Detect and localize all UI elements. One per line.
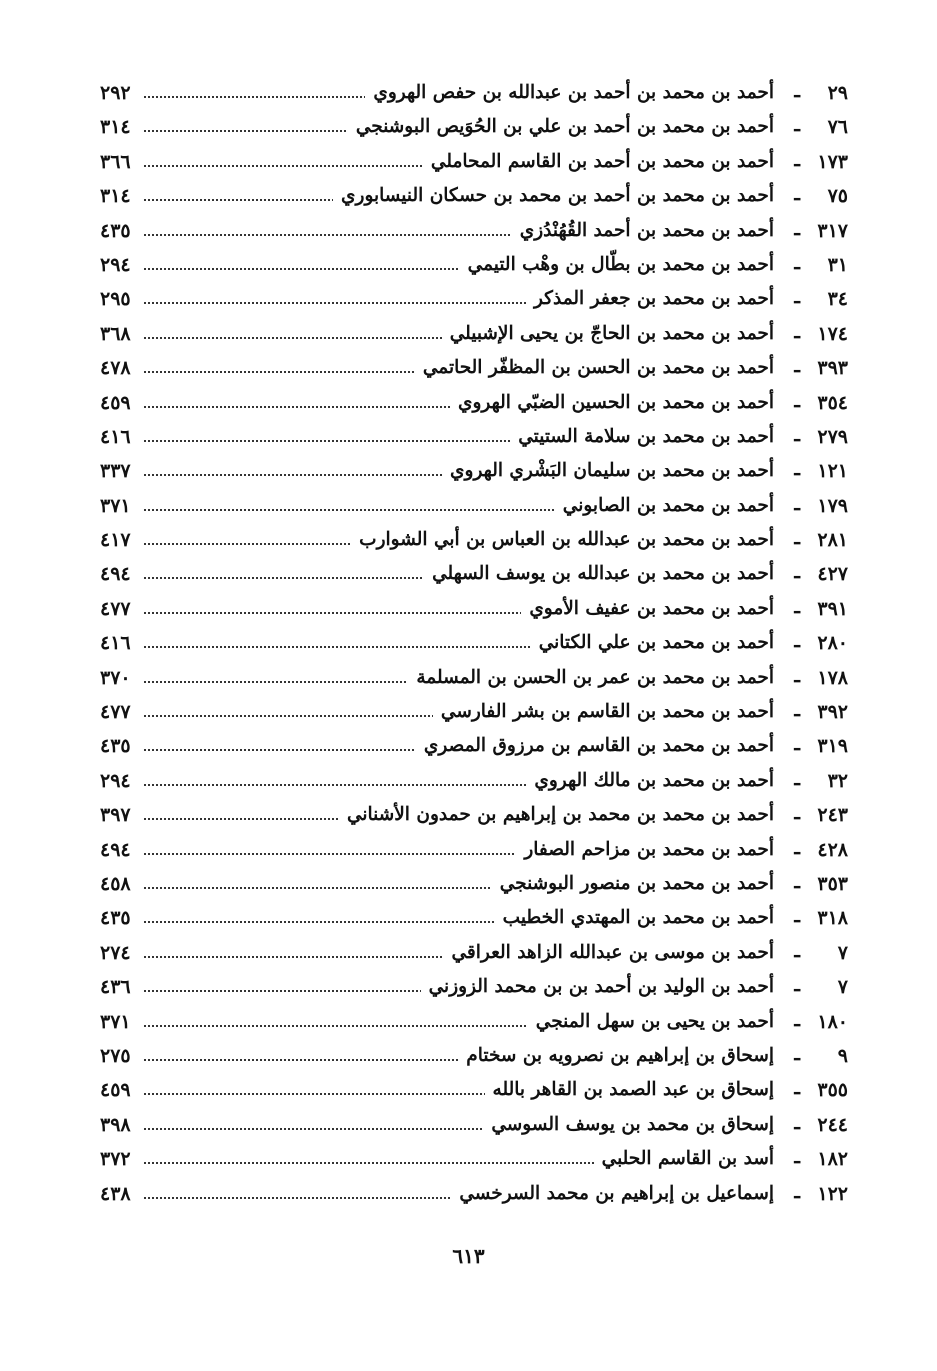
entry-dash: ـ <box>794 870 800 893</box>
index-entry <box>100 938 870 972</box>
entry-number: ١٢١ <box>817 460 848 483</box>
entry-name: أحمد بن محمد بن مالك الهروي <box>526 770 774 791</box>
index-entry <box>100 1179 870 1213</box>
entry-number: ٧٦ <box>827 116 848 139</box>
index-entry <box>100 112 870 146</box>
index-entry <box>100 1007 870 1041</box>
entry-name: إسحاق بن إبراهيم بن نصرويه بن سختام <box>458 1045 774 1066</box>
entry-name: أحمد بن محمد بن سلامة الستيتي <box>510 426 774 447</box>
entry-page-ref: ٤١٦ <box>100 425 131 448</box>
entry-name: أسد بن القاسم الحلبي <box>594 1148 774 1169</box>
entry-page-ref: ٢٩٤ <box>100 769 131 792</box>
index-entry <box>100 1041 870 1075</box>
entry-page-ref: ٣٩٨ <box>100 1113 131 1136</box>
entry-number: ٢٨٠ <box>817 632 848 655</box>
entry-name: أحمد بن الوليد بن أحمد بن بن محمد الزوزني <box>421 976 774 997</box>
entry-number: ٣٩٢ <box>817 701 848 724</box>
index-entry <box>100 731 870 765</box>
entry-number: ١٨٢ <box>817 1148 848 1171</box>
entry-number: ٣٩٣ <box>817 357 848 380</box>
entry-number: ٢٩ <box>827 82 848 104</box>
entry-name: أحمد بن محمد بن عفيف الأموي <box>521 598 774 619</box>
entry-name: أحمد بن محمد بن الحاجّ بن يحيى الإشبيلي <box>442 323 774 344</box>
entry-number: ٣١٩ <box>817 735 848 758</box>
entry-dash: ـ <box>794 320 800 343</box>
entry-name: أحمد بن محمد بن المهتدي الخطيب <box>495 907 774 928</box>
entry-number: ٣٢ <box>827 769 848 792</box>
index-entry <box>100 422 870 456</box>
index-entry <box>100 1075 870 1109</box>
index-entry <box>100 903 870 937</box>
entry-page-ref: ٤٩٤ <box>100 563 131 586</box>
entry-name: أحمد بن محمد بن أحمد بن عبدالله بن حفص الهروي <box>365 82 774 103</box>
entry-dash: ـ <box>794 251 800 274</box>
entry-page-ref: ٤٣٥ <box>100 735 131 758</box>
entry-name: أحمد بن محمد بن محمد بن إبراهيم بن حمدون الأشناني <box>339 804 774 825</box>
entry-dash: ـ <box>794 905 800 928</box>
entry-number: ٣٤ <box>827 288 848 311</box>
entry-dash: ـ <box>794 699 800 722</box>
index-entry <box>100 766 870 800</box>
index-entry <box>100 319 870 353</box>
index-entry <box>100 181 870 215</box>
entry-dash: ـ <box>794 1111 800 1134</box>
entry-dash: ـ <box>794 836 800 859</box>
entry-number: ٢٧٩ <box>817 425 848 448</box>
entry-number: ١٧٣ <box>817 150 848 173</box>
entry-name: إسماعيل بن إبراهيم بن محمد السرخسي <box>451 1183 774 1204</box>
entry-page-ref: ٢٩٤ <box>100 253 131 276</box>
entry-name: أحمد بن محمد بن القاسم بن بشر الفارسي <box>433 701 774 722</box>
entry-name: أحمد بن محمد بن منصور البوشنجي <box>492 873 774 894</box>
entry-dash: ـ <box>794 458 800 481</box>
entry-page-ref: ٤٣٥ <box>100 907 131 930</box>
index-entry <box>100 835 870 869</box>
index-entry <box>100 800 870 834</box>
index-entry <box>100 147 870 181</box>
entry-name: أحمد بن محمد بن سليمان البَشْري الهروي <box>442 460 774 481</box>
entry-dash: ـ <box>794 1077 800 1100</box>
entry-number: ٤٢٨ <box>817 838 848 861</box>
entry-dash: ـ <box>794 114 800 137</box>
index-entry <box>100 491 870 525</box>
index-entry <box>100 284 870 318</box>
entry-page-ref: ٣٦٦ <box>100 150 131 173</box>
entry-number: ٣٥٤ <box>817 391 848 414</box>
index-entry <box>100 250 870 284</box>
entry-number: ٣١٨ <box>817 907 848 930</box>
entry-page-ref: ٤٧٧ <box>100 701 131 724</box>
index-list <box>100 78 870 1213</box>
entry-page-ref: ٢٧٥ <box>100 1044 131 1067</box>
entry-name: أحمد بن محمد بن الصابوني <box>555 495 774 516</box>
entry-dash: ـ <box>794 527 800 550</box>
index-entry <box>100 388 870 422</box>
entry-name: أحمد بن محمد بن أحمد القُهُنْدُزي <box>512 220 774 241</box>
entry-page-ref: ٤١٦ <box>100 632 131 655</box>
entry-page-ref: ٤٧٨ <box>100 357 131 380</box>
entry-page-ref: ٤١٧ <box>100 529 131 552</box>
entry-dash: ـ <box>794 595 800 618</box>
entry-dash: ـ <box>794 286 800 309</box>
entry-name: أحمد بن محمد بن الحسين الضبّي الهروي <box>450 392 774 413</box>
index-entry <box>100 1110 870 1144</box>
entry-dash: ـ <box>794 389 800 412</box>
index-entry <box>100 594 870 628</box>
index-entry <box>100 972 870 1006</box>
index-entry <box>100 869 870 903</box>
entry-number: ٣٥٣ <box>817 872 848 895</box>
entry-page-ref: ٣٧٠ <box>100 666 131 689</box>
entry-number: ١٧٨ <box>817 666 848 689</box>
index-entry <box>100 663 870 697</box>
entry-number: ١٢٢ <box>817 1182 848 1205</box>
entry-number: ٧ <box>837 941 848 964</box>
entry-dash: ـ <box>794 664 800 687</box>
entry-number: ٣١ <box>827 253 848 276</box>
entry-number: ٧ <box>837 976 848 999</box>
entry-page-ref: ٣٧١ <box>100 1010 131 1033</box>
entry-name: أحمد بن محمد بن أحمد بن القاسم المحاملي <box>423 151 774 172</box>
entry-name: أحمد بن محمد بن عمر بن الحسن بن المسلمة <box>408 667 774 688</box>
entry-name: أحمد بن محمد بن مزاحم الصفار <box>516 839 774 860</box>
entry-name: أحمد بن محمد بن علي الكتاني <box>531 632 774 653</box>
page-number: ٦١٣ <box>452 1244 485 1268</box>
entry-dash: ـ <box>794 1180 800 1203</box>
entry-number: ٧٥ <box>827 185 848 208</box>
entry-page-ref: ٣٩٧ <box>100 804 131 827</box>
entry-dash: ـ <box>794 561 800 584</box>
entry-name: أحمد بن محمد بن أحمد بن محمد بن حسكان النيسابوري <box>333 185 774 206</box>
entry-dash: ـ <box>794 802 800 825</box>
entry-page-ref: ٢٩٥ <box>100 288 131 311</box>
entry-page-ref: ٣١٤ <box>100 116 131 139</box>
entry-page-ref: ٣٧١ <box>100 494 131 517</box>
entry-dash: ـ <box>794 355 800 378</box>
entry-page-ref: ٤٥٨ <box>100 872 131 895</box>
entry-dash: ـ <box>794 217 800 240</box>
entry-page-ref: ٤٥٩ <box>100 391 131 414</box>
entry-page-ref: ٤٩٤ <box>100 838 131 861</box>
entry-page-ref: ٣٧٢ <box>100 1148 131 1171</box>
entry-number: ٣٩١ <box>817 597 848 620</box>
entry-dash: ـ <box>794 1008 800 1031</box>
entry-page-ref: ٢٩٢ <box>100 82 131 104</box>
entry-page-ref: ٣٦٨ <box>100 322 131 345</box>
index-entry <box>100 353 870 387</box>
entry-page-ref: ٤٧٧ <box>100 597 131 620</box>
entry-dash: ـ <box>794 1042 800 1065</box>
entry-name: إسحاق بن محمد بن يوسف السوسي <box>483 1114 774 1135</box>
entry-number: ٣٥٥ <box>817 1079 848 1102</box>
entry-dash: ـ <box>794 148 800 171</box>
index-entry <box>100 216 870 250</box>
entry-name: أحمد بن موسى بن عبدالله الزاهد العراقي <box>443 942 774 963</box>
entry-number: ١٧٤ <box>817 322 848 345</box>
entry-number: ٤٢٧ <box>817 563 848 586</box>
index-entry <box>100 1144 870 1178</box>
entry-dash: ـ <box>794 80 800 102</box>
entry-name: أحمد بن محمد بن بطّال بن وهْب التيمي <box>460 254 774 275</box>
index-entry <box>100 628 870 662</box>
entry-name: أحمد بن محمد بن الحسن بن المظفّر الحاتمي <box>415 357 774 378</box>
entry-name: أحمد بن محمد بن جعفر المذكر <box>526 288 774 309</box>
entry-dash: ـ <box>794 1146 800 1169</box>
entry-page-ref: ٤٣٨ <box>100 1182 131 1205</box>
index-entry <box>100 456 870 490</box>
entry-page-ref: ٢٧٤ <box>100 941 131 964</box>
entry-name: أحمد بن محمد بن عبدالله بن العباس بن أبي الشوارب <box>351 529 774 550</box>
entry-number: ٣١٧ <box>817 219 848 242</box>
entry-page-ref: ٣٣٧ <box>100 460 131 483</box>
entry-name: أحمد بن محمد بن أحمد بن علي بن الحُوَيص البوشنجي <box>348 116 774 137</box>
entry-page-ref: ٤٣٥ <box>100 219 131 242</box>
entry-name: أحمد بن يحيى بن سهل المنجي <box>528 1011 774 1032</box>
entry-dash: ـ <box>794 974 800 997</box>
entry-number: ٢٨١ <box>817 529 848 552</box>
entry-dash: ـ <box>794 183 800 206</box>
index-entry <box>100 78 870 112</box>
entry-dash: ـ <box>794 492 800 515</box>
entry-number: ١٧٩ <box>817 494 848 517</box>
entry-dash: ـ <box>794 423 800 446</box>
entry-name: إسحاق بن عبد الصمد بن القاهر بالله <box>485 1079 774 1100</box>
entry-dash: ـ <box>794 767 800 790</box>
entry-number: ٢٤٤ <box>817 1113 848 1136</box>
entry-number: ٢٤٣ <box>817 804 848 827</box>
entry-number: ١٨٠ <box>817 1010 848 1033</box>
index-entry <box>100 697 870 731</box>
entry-number: ٩ <box>837 1044 848 1067</box>
entry-dash: ـ <box>794 939 800 962</box>
entry-dash: ـ <box>794 630 800 653</box>
entry-page-ref: ٤٥٩ <box>100 1079 131 1102</box>
entry-page-ref: ٣١٤ <box>100 185 131 208</box>
entry-dash: ـ <box>794 733 800 756</box>
entry-name: أحمد بن محمد بن عبدالله بن يوسف السهلي <box>424 563 774 584</box>
entry-name: أحمد بن محمد بن القاسم بن مرزوق المصري <box>416 735 774 756</box>
entry-page-ref: ٤٣٦ <box>100 976 131 999</box>
index-entry <box>100 525 870 559</box>
index-entry <box>100 559 870 593</box>
